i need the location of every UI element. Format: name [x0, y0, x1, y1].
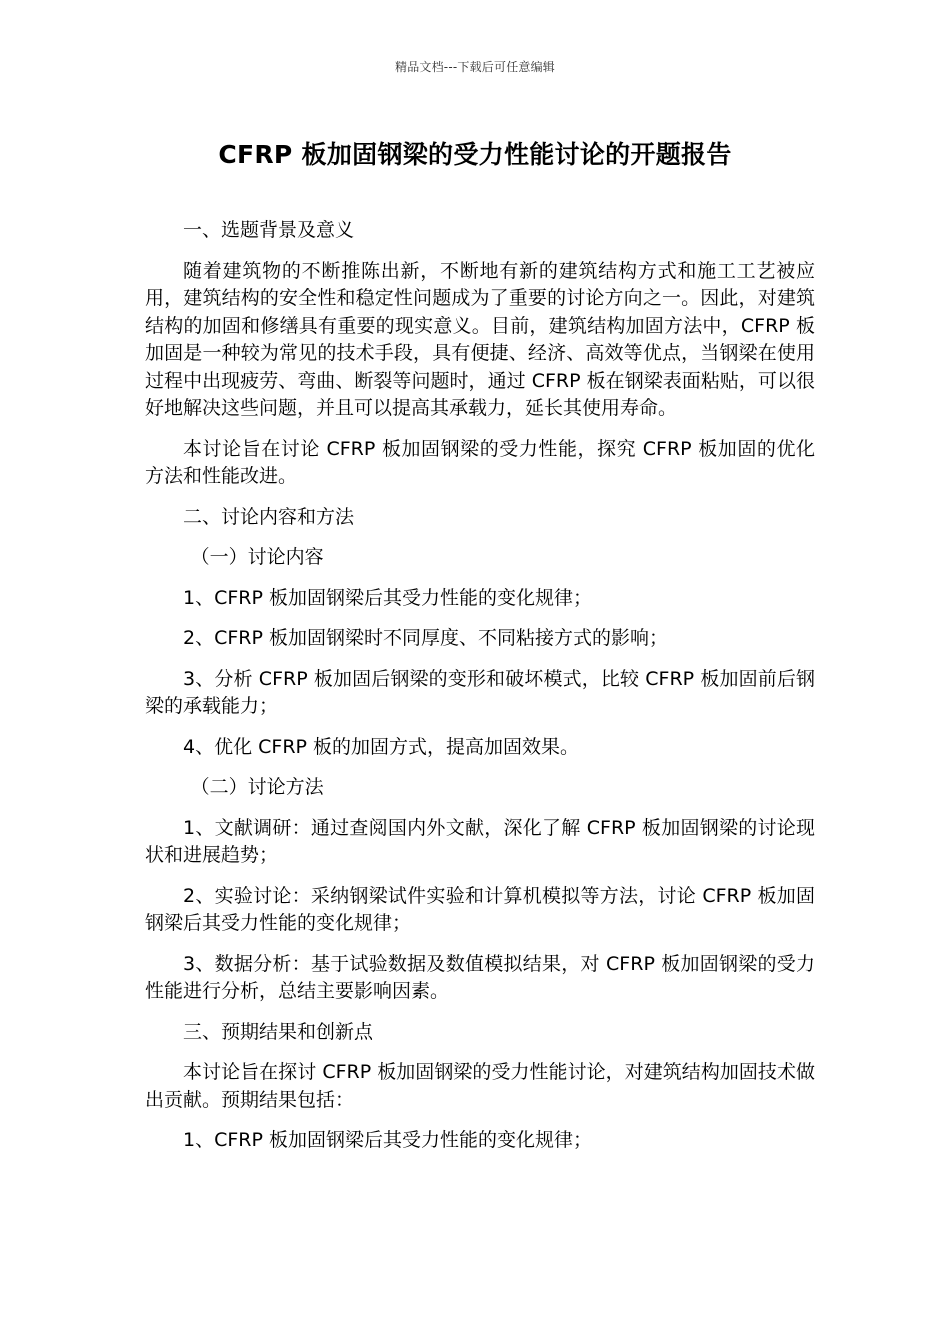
list-item-method-1: 1、文献调研：通过查阅国内外文献，深化了解 CFRP 板加固钢梁的讨论现状和进展趋势； [145, 816, 815, 866]
document-title: CFRP 板加固钢梁的受力性能讨论的开题报告 [218, 140, 732, 169]
list-item-content-2: 2、CFRP 板加固钢梁时不同厚度、不同粘接方式的影响； [183, 627, 668, 649]
section-heading-content-methods: 二、讨论内容和方法 [183, 505, 355, 528]
section-heading-expected-results: 三、预期结果和创新点 [183, 1020, 374, 1043]
list-item-method-2: 2、实验讨论：采纳钢梁试件实验和计算机模拟等方法，讨论 CFRP 板加固钢梁后其受力性能的变化规律； [145, 884, 815, 934]
list-item-method-3: 3、数据分析：基于试验数据及数值模拟结果，对 CFRP 板加固钢梁的受力性能进行分析，总结主要影响因素。 [145, 952, 815, 1002]
list-item-content-3: 3、分析 CFRP 板加固后钢梁的变形和破坏模式，比较 CFRP 板加固前后钢梁的承载能力； [145, 667, 815, 717]
paragraph-background: 随着建筑物的不断推陈出新，不断地有新的建筑结构方式和施工工艺被应用，建筑结构的安全性和稳定性问题成为了重要的讨论方向之一。因此，对建筑结构的加固和修缮具有重要的现实意义。目前，建筑结构加固方法中，CFRP 板加固是一种较为常见的技术手段，具有便捷、经济、高效等优点，当钢梁在使用过程中出现疲劳、弯曲、断裂等问题时，通过 CFRP 板在钢梁表面粘贴，可以很好地解决这些问题，并且可以提高其承载力，延长其使用寿命。 [145, 259, 815, 419]
document-body [145, 217, 815, 1155]
subsection-heading-content: （一）讨论内容 [190, 546, 324, 568]
list-item-content-1: 1、CFRP 板加固钢梁后其受力性能的变化规律； [183, 586, 592, 609]
list-item-content-4: 4、优化 CFRP 板的加固方式，提高加固效果。 [183, 735, 580, 758]
header-note: 精品文档---下载后可任意编辑 [395, 60, 555, 74]
subsection-heading-methods: （二）讨论方法 [190, 776, 324, 798]
section-heading-background: 一、选题背景及意义 [183, 219, 355, 241]
list-item-result-1: 1、CFRP 板加固钢梁后其受力性能的变化规律； [183, 1129, 592, 1151]
paragraph-expected-results: 本讨论旨在探讨 CFRP 板加固钢梁的受力性能讨论，对建筑结构加固技术做出贡献。预期结果包括： [145, 1061, 815, 1111]
paragraph-purpose: 本讨论旨在讨论 CFRP 板加固钢梁的受力性能，探究 CFRP 板加固的优化方法和性能改进。 [145, 437, 815, 487]
